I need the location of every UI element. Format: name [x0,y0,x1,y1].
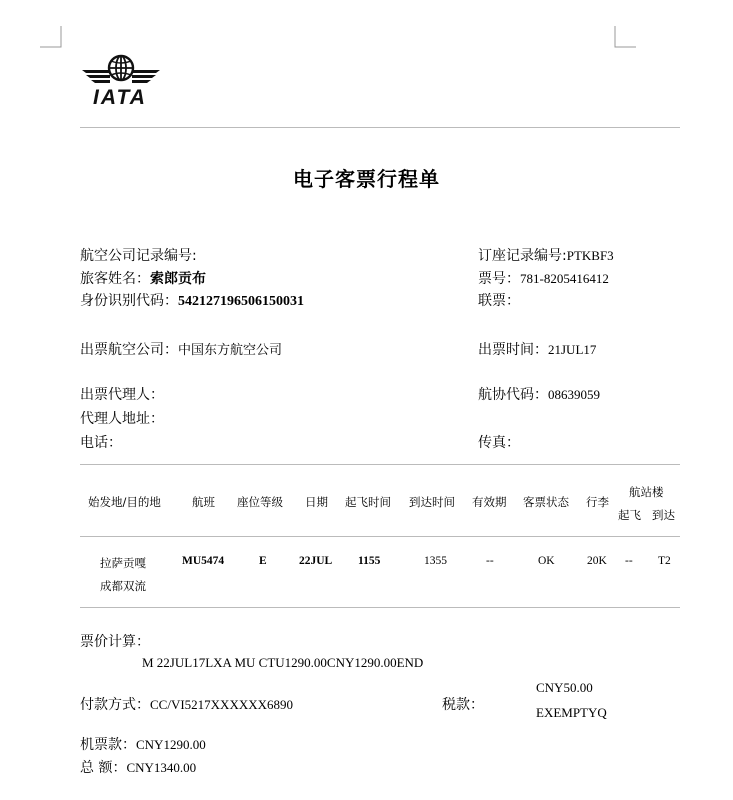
iata-code-value: 08639059 [548,387,600,402]
issue-time-value: 21JUL17 [548,342,597,357]
agent-address-label: 代理人地址： [80,411,164,427]
header-flight: 航班 [192,495,215,509]
issuing-airline-value: 中国东方航空公司 [178,343,283,358]
row-origin: 拉萨贡嘎 [100,556,146,570]
iata-code-label: 航协代码： [478,387,548,403]
payment-label: 付款方式： [80,697,150,713]
payment-value: CC/VI5217XXXXXX6890 [150,697,293,712]
row-arrival-time: 1355 [424,555,447,567]
fare-calculation-label: 票价计算： [80,634,150,650]
row-validity: -- [486,555,494,567]
table-top-divider [80,464,680,465]
total-label: 总 额： [80,760,127,776]
booking-ref-value: PTKBF3 [566,248,614,263]
header-divider [80,127,680,128]
header-validity: 有效期 [472,495,507,509]
row-terminal-arrival: T2 [658,555,671,567]
header-terminal: 航站楼 [629,485,664,499]
header-terminal-departure: 起飞 [618,508,641,522]
payment-row [80,694,293,714]
booking-ref-label: 订座记录编号: [478,248,567,264]
phone-label: 电话： [80,435,122,451]
iata-logo-text: IATA [93,86,147,109]
passenger-name-row [80,268,206,288]
header-baggage: 行李 [586,495,609,509]
passenger-name-label: 旅客姓名： [80,271,150,287]
ticket-fare-value: CNY1290.00 [136,737,206,752]
row-destination: 成都双流 [100,579,146,593]
ticket-fare-label: 机票款： [80,737,136,753]
airline-record-label: 航空公司记录编号: [80,248,197,264]
iata-code-row [478,384,600,404]
header-terminal-arrival: 到达 [652,508,675,522]
ticket-number-row [478,268,609,288]
agent-label: 出票代理人： [80,387,164,403]
table-header-divider [80,536,680,537]
tax-value-1: CNY50.00 [536,680,593,695]
corner-mark-top-right [614,26,636,48]
row-terminal-departure: -- [625,555,633,567]
total-row [80,757,196,777]
header-arrival-time: 到达时间 [409,495,455,509]
header-date: 日期 [305,495,328,509]
ticket-number-value: 781-8205416412 [520,271,609,286]
row-class: E [259,555,267,567]
header-origin-destination: 始发地/目的地 [88,495,161,509]
corner-mark-top-left [40,26,62,48]
row-departure-time: 1155 [358,555,381,567]
row-baggage: 20K [587,555,607,567]
header-ticket-status: 客票状态 [523,495,569,509]
conjunction-ticket-label: 联票： [478,293,520,309]
page-title: 电子客票行程单 [293,167,440,191]
id-code-label: 身份识别代码： [80,293,178,309]
ticket-number-label: 票号： [478,271,520,287]
issue-time-row [478,339,596,359]
tax-value-2: EXEMPTYQ [536,705,607,720]
row-date: 22JUL [299,555,333,567]
header-class: 座位等级 [237,495,283,509]
tax-label: 税款： [442,697,484,713]
globe-wings-icon [80,52,162,90]
table-bottom-divider [80,607,680,608]
ticket-fare-row [80,734,206,754]
row-flight: MU5474 [182,555,225,567]
booking-ref-row [478,245,614,265]
issuing-airline-label: 出票航空公司： [80,342,178,358]
issue-time-label: 出票时间： [478,342,548,358]
header-departure-time: 起飞时间 [345,495,391,509]
total-value: CNY1340.00 [126,760,197,775]
iata-logo [80,52,162,110]
passenger-name-value: 索郎贡布 [150,271,206,287]
fax-label: 传真： [478,435,520,451]
issuing-airline-row [80,339,282,359]
id-code-row [80,290,304,310]
row-ticket-status: OK [538,555,555,567]
id-code-value: 542127196506150031 [178,294,304,309]
fare-calculation-value: M 22JUL17LXA MU CTU1290.00CNY1290.00END [142,655,424,670]
